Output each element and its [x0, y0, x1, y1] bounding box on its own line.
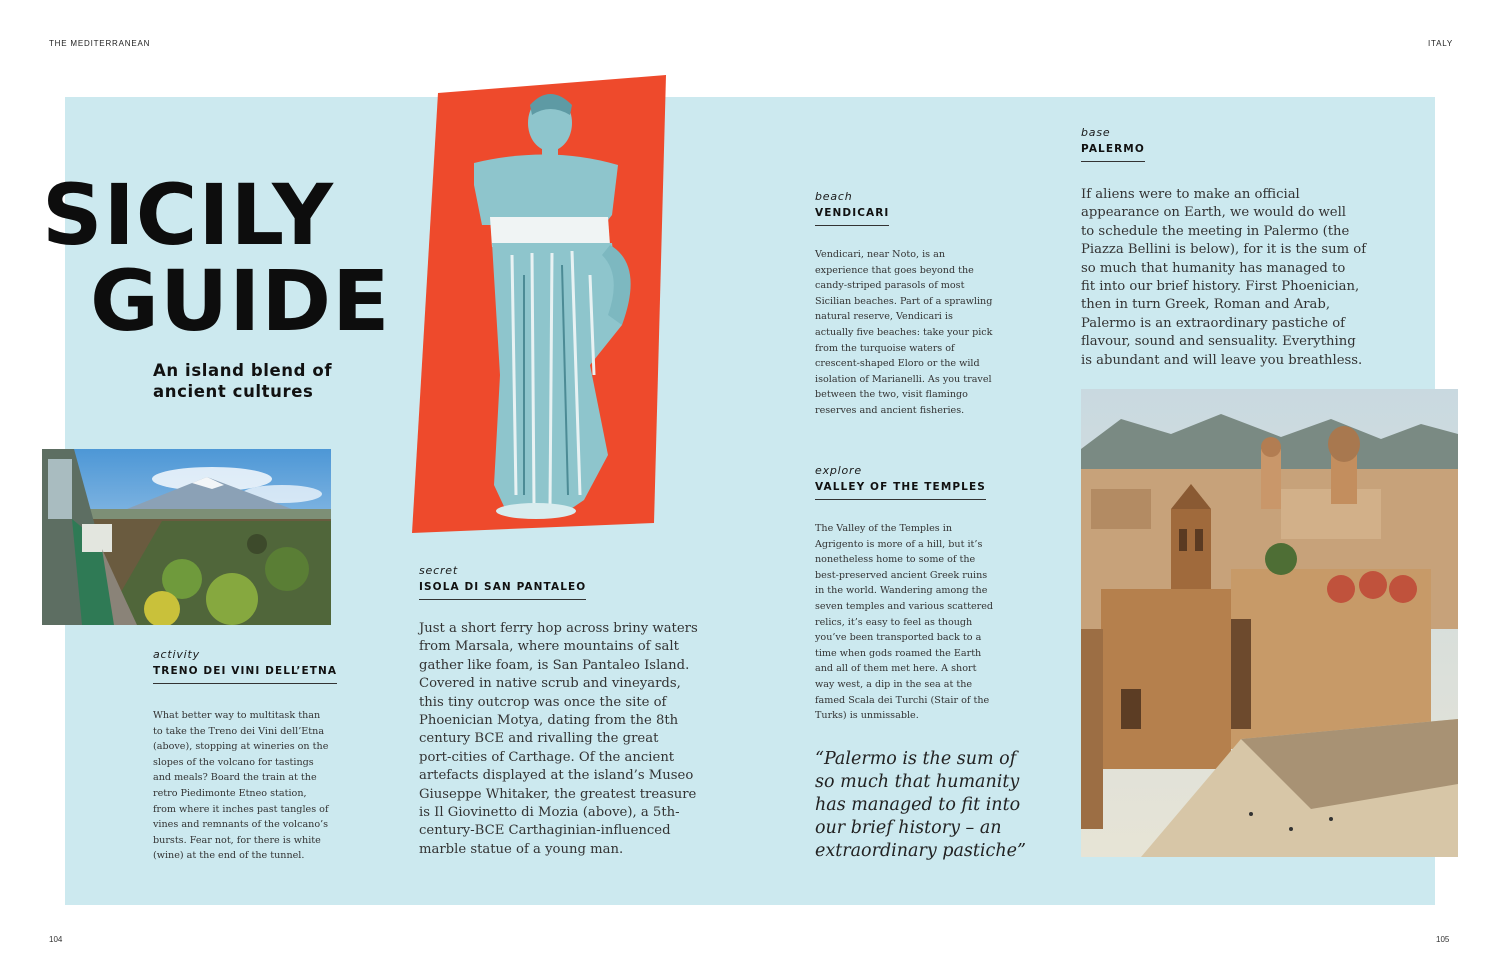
text-line: relics, it’s easy to feel as though — [815, 616, 973, 628]
text-line: century-BCE Carthaginian-influenced — [419, 823, 671, 839]
section-activity-category: activity — [153, 648, 200, 661]
running-head-left: THE MEDITERRANEAN — [49, 39, 151, 48]
pull-quote — [815, 748, 1045, 863]
text-line: experience that goes beyond the — [815, 264, 974, 276]
text-line: What better way to multitask than — [153, 710, 321, 721]
quote-line: has managed to fit into — [815, 795, 1021, 815]
text-line: Just a short ferry hop across briny waters — [419, 621, 698, 636]
text-line: natural reserve, Vendicari is — [815, 311, 953, 323]
text-line: The Valley of the Temples in — [815, 523, 953, 534]
text-line: crescent-shaped Eloro or the wild — [815, 358, 980, 370]
text-line: to schedule the meeting in Palermo (the — [1081, 223, 1350, 239]
text-line: seven temples and various scattered — [815, 600, 994, 612]
page-title — [42, 166, 391, 350]
text-line: famed Scala dei Turchi (Stair of the — [815, 694, 990, 706]
section-beach — [815, 190, 1025, 419]
section-secret — [419, 564, 709, 859]
train-photo — [42, 449, 331, 625]
text-line: Sicilian beaches. Part of a sprawling — [815, 295, 993, 307]
palermo-photo-art — [1081, 389, 1458, 857]
text-line: bursts. Fear not, for there is white — [153, 834, 321, 846]
text-line: appearance on Earth, we would do well — [1081, 205, 1347, 221]
section-secret-body — [419, 620, 709, 859]
page-number-left: 104 — [49, 935, 63, 944]
section-base-heading: PALERMO — [1081, 143, 1145, 162]
text-line: Piazza Bellini is below), for it is the sum of — [1081, 242, 1367, 258]
text-line: century BCE and rivalling the great — [419, 731, 659, 747]
train-photo-art — [42, 449, 331, 625]
statue-illustration-art — [412, 75, 668, 535]
text-line: from where it inches past tangles of — [153, 803, 329, 815]
text-line: in the world. Wandering among the — [815, 585, 988, 597]
section-base-category: base — [1081, 126, 1111, 139]
subtitle-line-2: ancient cultures — [153, 382, 314, 401]
section-beach-heading: VENDICARI — [815, 207, 889, 226]
text-line: candy-striped parasols of most — [815, 280, 965, 292]
palermo-photo — [1081, 389, 1458, 857]
text-line: Covered in native scrub and vineyards, — [419, 676, 681, 692]
text-line: so much that humanity has managed to — [1081, 260, 1346, 276]
quote-line: so much that humanity — [815, 772, 1020, 792]
text-line: marble statue of a young man. — [419, 841, 624, 857]
text-line: and all of them met here. A short — [815, 663, 977, 675]
quote-line: our brief history – an — [815, 818, 1002, 838]
text-line: Vendicari, near Noto, is an — [815, 249, 946, 260]
text-line: actually five beaches: take your pick — [815, 326, 993, 338]
section-activity-body — [153, 708, 353, 864]
text-line: time when gods roamed the Earth — [815, 647, 982, 659]
text-line: Agrigento is more of a hill, but it’s — [815, 538, 983, 550]
section-beach-category: beach — [815, 190, 853, 203]
text-line: to take the Treno dei Vini dell’Etna — [153, 725, 325, 737]
text-line: Palermo is an extraordinary pastiche of — [1081, 315, 1346, 331]
section-explore-heading: VALLEY OF THE TEMPLES — [815, 481, 986, 500]
quote-line: “Palermo is the sum of — [815, 749, 1017, 769]
text-line: artefacts displayed at the island’s Museo — [419, 768, 694, 784]
text-line: port-cities of Carthage. Of the ancient — [419, 749, 675, 765]
text-line: fit into our brief history. First Phoenician, — [1081, 279, 1360, 295]
title-line-2: GUIDE — [90, 252, 391, 350]
page-number-right: 105 — [1436, 935, 1450, 944]
section-explore-body — [815, 521, 1025, 724]
text-line: reserves and ancient fisheries. — [815, 404, 965, 416]
text-line: then in turn Greek, Roman and Arab, — [1081, 297, 1331, 313]
text-line: slopes of the volcano for tastings — [153, 756, 314, 768]
text-line: this tiny outcrop was once the site of — [419, 694, 667, 710]
text-line: you’ve been transported back to a — [815, 632, 982, 644]
text-line: (wine) at the end of the tunnel. — [153, 850, 305, 862]
section-base — [1081, 126, 1381, 370]
text-line: nonetheless home to some of the — [815, 554, 976, 566]
section-base-body — [1081, 186, 1381, 370]
subtitle — [153, 360, 353, 402]
section-secret-category: secret — [419, 564, 458, 577]
section-beach-body — [815, 247, 1025, 419]
statue-illustration — [412, 75, 668, 535]
text-line: (above), stopping at wineries on the — [153, 741, 329, 753]
running-head-right: ITALY — [1428, 39, 1454, 48]
text-line: between the two, visit flamingo — [815, 389, 968, 401]
text-line: Giuseppe Whitaker, the greatest treasure — [419, 786, 697, 802]
text-line: is abundant and will leave you breathless. — [1081, 352, 1363, 368]
section-explore — [815, 464, 1025, 724]
text-line: isolation of Marianelli. As you travel — [815, 373, 992, 385]
text-line: way west, a dip in the sea at the — [815, 678, 973, 690]
text-line: from the turquoise waters of — [815, 342, 955, 354]
text-line: Phoenician Motya, dating from the 8th — [419, 713, 679, 729]
title-line-1: SICILY — [42, 166, 334, 264]
text-line: If aliens were to make an official — [1081, 187, 1300, 202]
text-line: from Marsala, where mountains of salt — [419, 639, 679, 655]
text-line: vines and remnants of the volcano’s — [153, 819, 329, 831]
text-line: flavour, sound and sensuality. Everything — [1081, 334, 1356, 350]
text-line: and meals? Board the train at the — [153, 772, 317, 784]
section-activity-heading: TRENO DEI VINI DELL’ETNA — [153, 665, 337, 684]
text-line: is Il Giovinetto di Mozia (above), a 5th- — [419, 805, 680, 821]
text-line: best-preserved ancient Greek ruins — [815, 569, 988, 581]
text-line: Turks) is unmissable. — [815, 710, 919, 722]
subtitle-line-1: An island blend of — [153, 361, 333, 380]
section-activity — [153, 648, 353, 864]
quote-line: extraordinary pastiche” — [815, 841, 1026, 861]
section-secret-heading: ISOLA DI SAN PANTALEO — [419, 581, 586, 600]
text-line: retro Piedimonte Etneo station, — [153, 787, 307, 799]
section-explore-category: explore — [815, 464, 862, 477]
text-line: gather like foam, is San Pantaleo Island. — [419, 657, 690, 673]
